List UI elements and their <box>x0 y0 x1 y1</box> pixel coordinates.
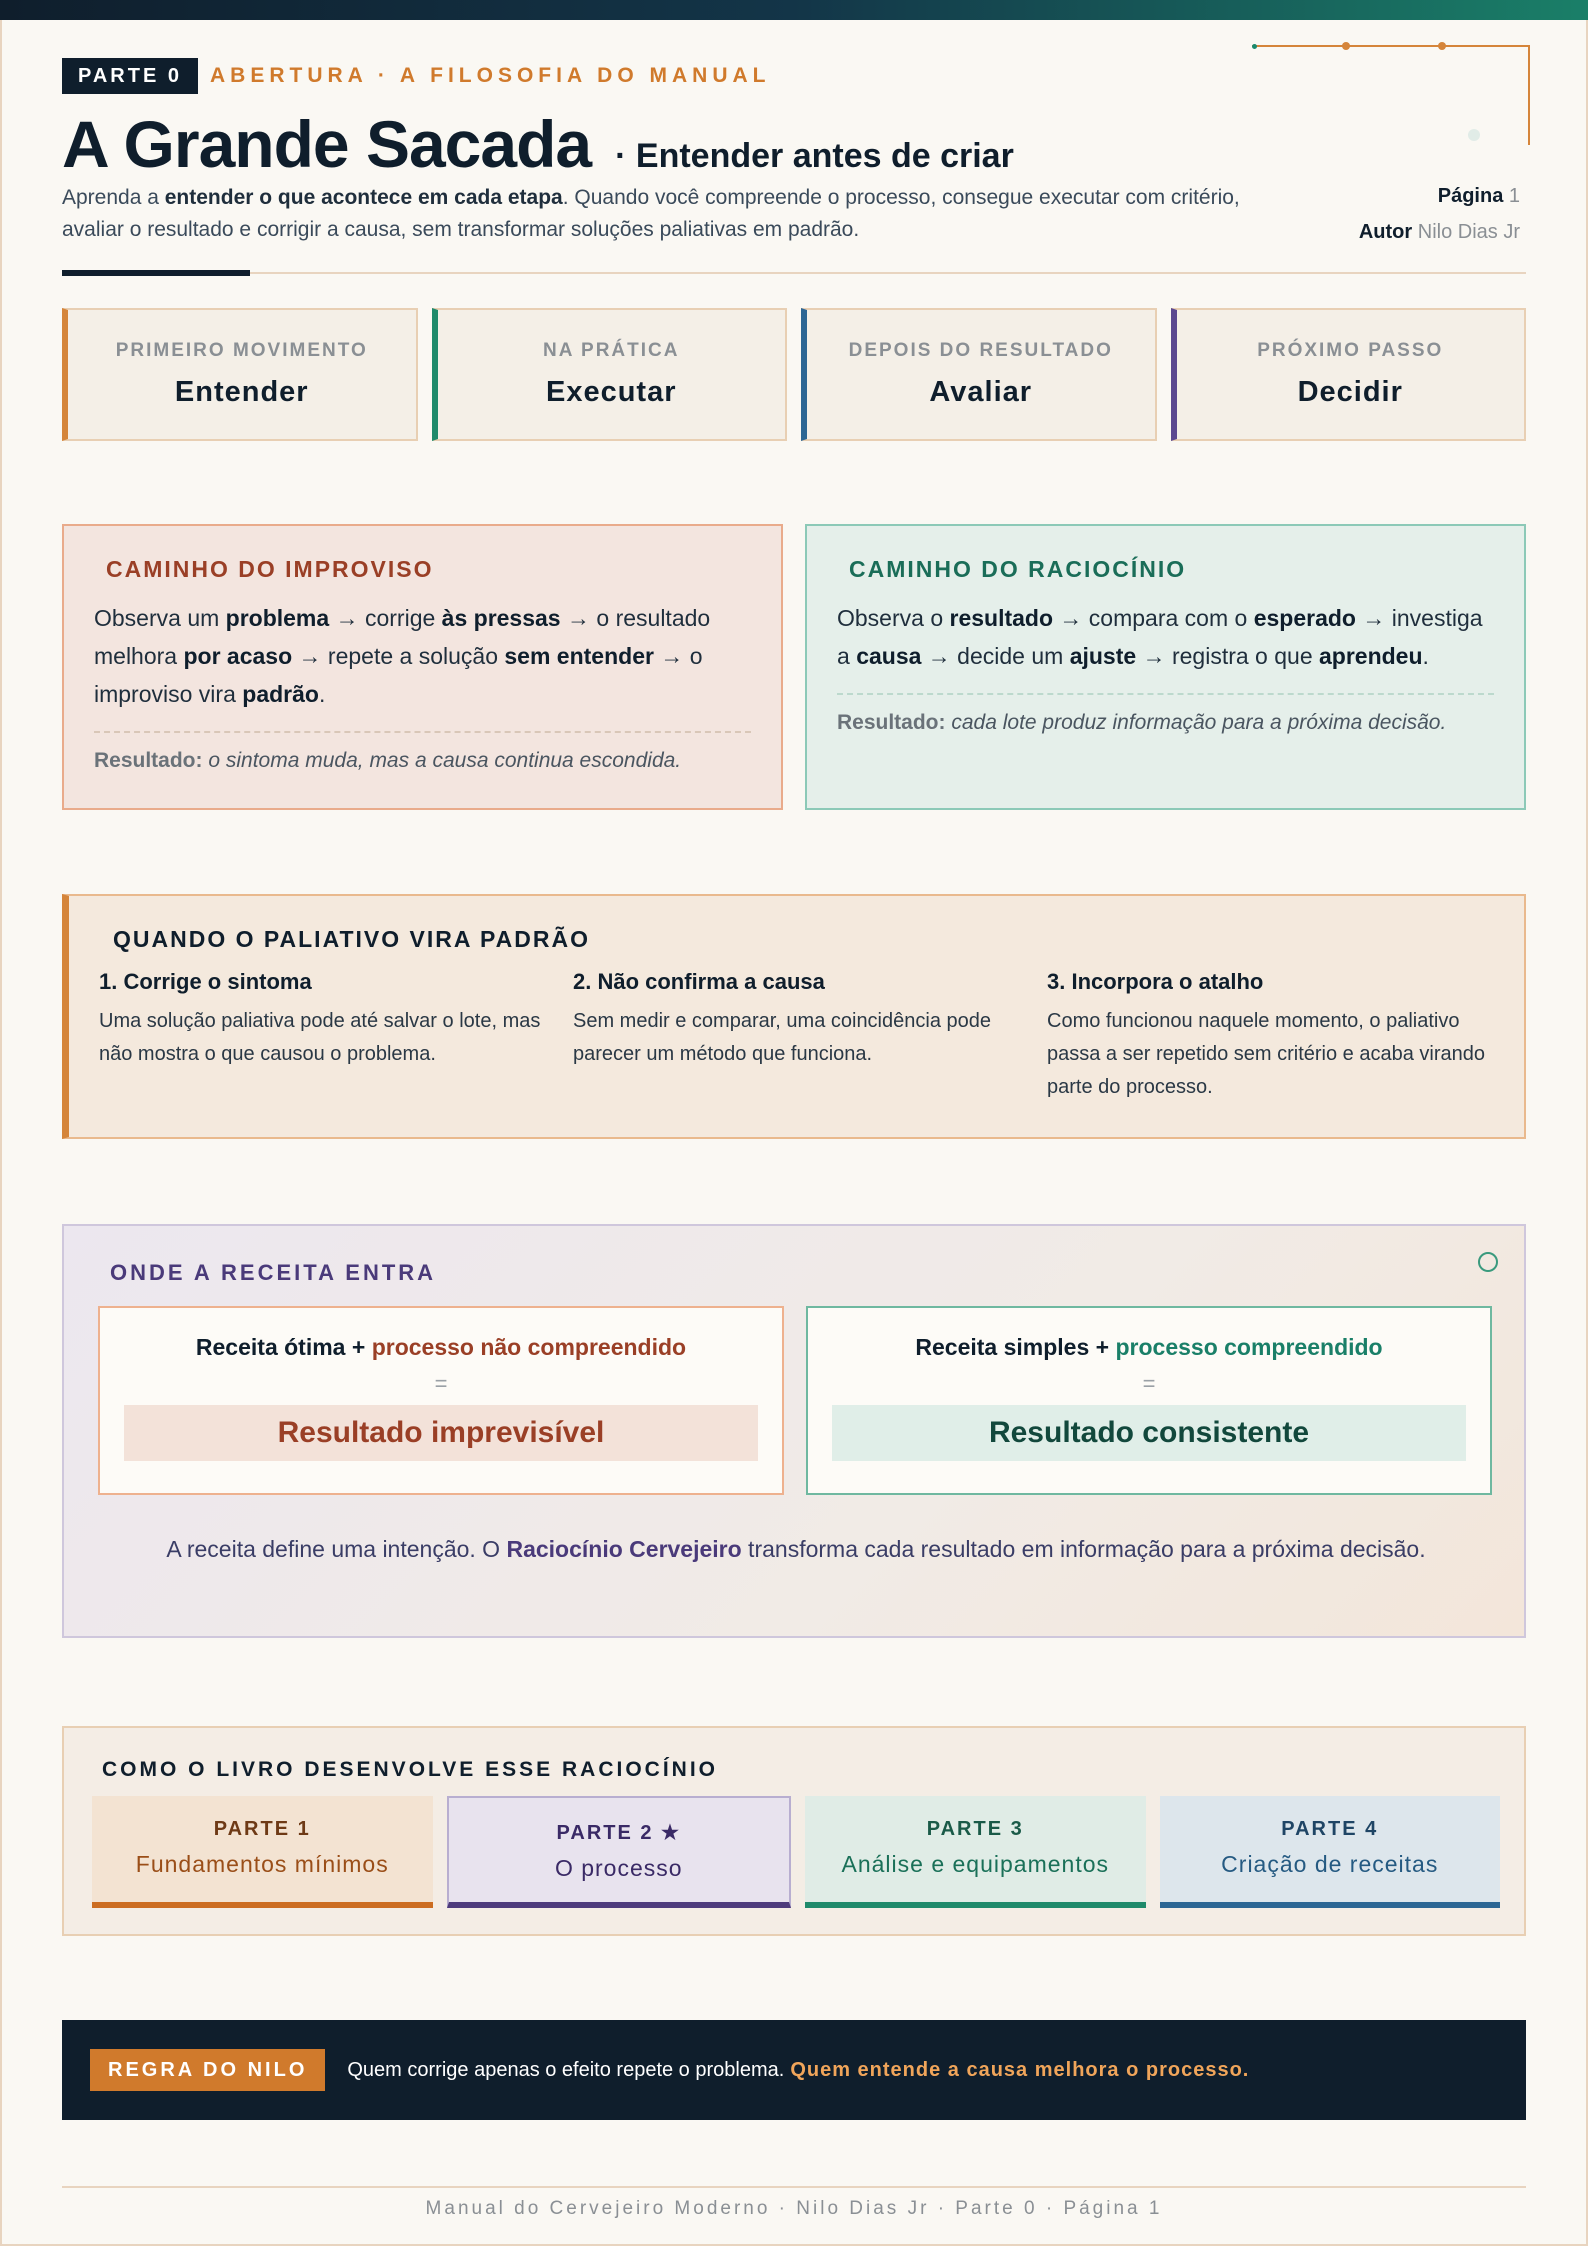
paliativo-item: 1. Corrige o sintoma Uma solução paliativa pode até salvar o lote, mas não mostra o que causou o problema. <box>99 969 541 1065</box>
author-name: Nilo Dias Jr <box>1417 221 1520 243</box>
circle-icon <box>1478 1252 1498 1272</box>
page-number: 1 <box>1508 185 1520 207</box>
part-badge: PARTE 0 <box>62 58 198 94</box>
page-title: A Grande Sacada <box>62 107 592 181</box>
page-footer: Manual do Cervejeiro Moderno · Nilo Dias Jr · Parte 0 · Página 1 <box>425 2198 1163 2219</box>
paliativo-item: 2. Não confirma a causa Sem medir e comparar, uma coincidência pode parecer um método que funciona. <box>573 969 991 1065</box>
page-meta <box>1359 178 1520 250</box>
paliativo-section: QUANDO O PALIATIVO VIRA PADRÃO 1. Corrige o sintoma Uma solução paliativa pode até salvar o lote, mas não mostra o que causou o problema. 2. Não confirma a causa Sem medir e comparar, uma coincidência pode parecer um método que funciona. 3. Incorpora o atalho Como funcionou naquele momento, o paliativo passa a ser repetido sem critério e acaba virando parte do processo. <box>62 894 1526 1139</box>
page-label: Página <box>1437 185 1504 207</box>
page-subtitle: · Entender antes de criar <box>615 137 1014 175</box>
step-card-avaliar: DEPOIS DO RESULTADO Avaliar <box>801 308 1157 441</box>
part-card-1: PARTE 1 Fundamentos mínimos <box>92 1796 433 1908</box>
equation-unpredictable: Receita ótima + processo não compreendido = Resultado imprevisível <box>98 1306 784 1495</box>
part-card-4: PARTE 4 Criação de receitas <box>1160 1796 1501 1908</box>
step-card-decidir: PRÓXIMO PASSO Decidir <box>1171 308 1527 441</box>
paths-comparison <box>62 524 1526 810</box>
section-kicker: ABERTURA · A FILOSOFIA DO MANUAL <box>209 64 771 87</box>
improviso-card: CAMINHO DO IMPROVISO Observa um problema → corrige às pressas → o resultado melhora por acaso → repete a solução sem entender → o improviso vira padrão. Resultado: o sintoma muda, mas a causa continua escondida. <box>62 524 783 810</box>
equation-consistent: Receita simples + processo compreendido = Resultado consistente <box>806 1306 1492 1495</box>
top-gradient-bar <box>0 0 1588 20</box>
book-structure-section: COMO O LIVRO DESENVOLVE ESSE RACIOCÍNIO PARTE 1 Fundamentos mínimos PARTE 2 ★ O processo PARTE 3 Análise e equipamentos PARTE 4 Criação de receitas <box>62 1726 1526 1936</box>
footer-rule <box>62 2186 1526 2188</box>
part-card-2: PARTE 2 ★ O processo <box>447 1796 792 1908</box>
receita-footnote: A receita define uma intenção. O Raciocínio Cervejeiro transforma cada resultado em informação para a próxima decisão. <box>166 1536 1426 1562</box>
part-card-3: PARTE 3 Análise e equipamentos <box>805 1796 1146 1908</box>
page-header <box>62 58 1526 182</box>
lead-paragraph: Aprenda a entender o que acontece em cada etapa. Quando você compreende o processo, consegue executar com critério, avaliar o resultado e corrigir a causa, sem transformar soluções paliativas em padrão. <box>62 186 1240 241</box>
regra-do-nilo-banner <box>62 2020 1526 2120</box>
author-label: Autor <box>1358 221 1413 243</box>
step-card-entender: PRIMEIRO MOVIMENTO Entender <box>62 308 418 441</box>
raciocinio-card: CAMINHO DO RACIOCÍNIO Observa o resultado → compara com o esperado → investiga a causa → decide um ajuste → registra o que aprendeu. Resultado: cada lote produz informação para a próxima decisão. <box>805 524 1526 810</box>
regra-highlight: Quem entende a causa melhora o processo. <box>790 2058 1250 2081</box>
steps-row <box>62 308 1526 441</box>
step-card-executar: NA PRÁTICA Executar <box>432 308 788 441</box>
regra-tag: REGRA DO NILO <box>90 2049 325 2091</box>
paliativo-item: 3. Incorpora o atalho Como funcionou naquele momento, o paliativo passa a ser repetido sem critério e acaba virando parte do processo. <box>1047 969 1486 1098</box>
receita-section: ONDE A RECEITA ENTRA Receita ótima + processo não compreendido = Resultado imprevisível Receita simples + processo compreendido = Resultado consistente A receita define uma intenção. O Raciocínio Cervejeiro transforma cada resultado em informação para a próxima decisão. <box>62 1224 1526 1638</box>
header-rule-accent <box>62 270 250 276</box>
header-rule <box>62 272 1526 274</box>
regra-text: Quem corrige apenas o efeito repete o problema. <box>347 2058 785 2081</box>
